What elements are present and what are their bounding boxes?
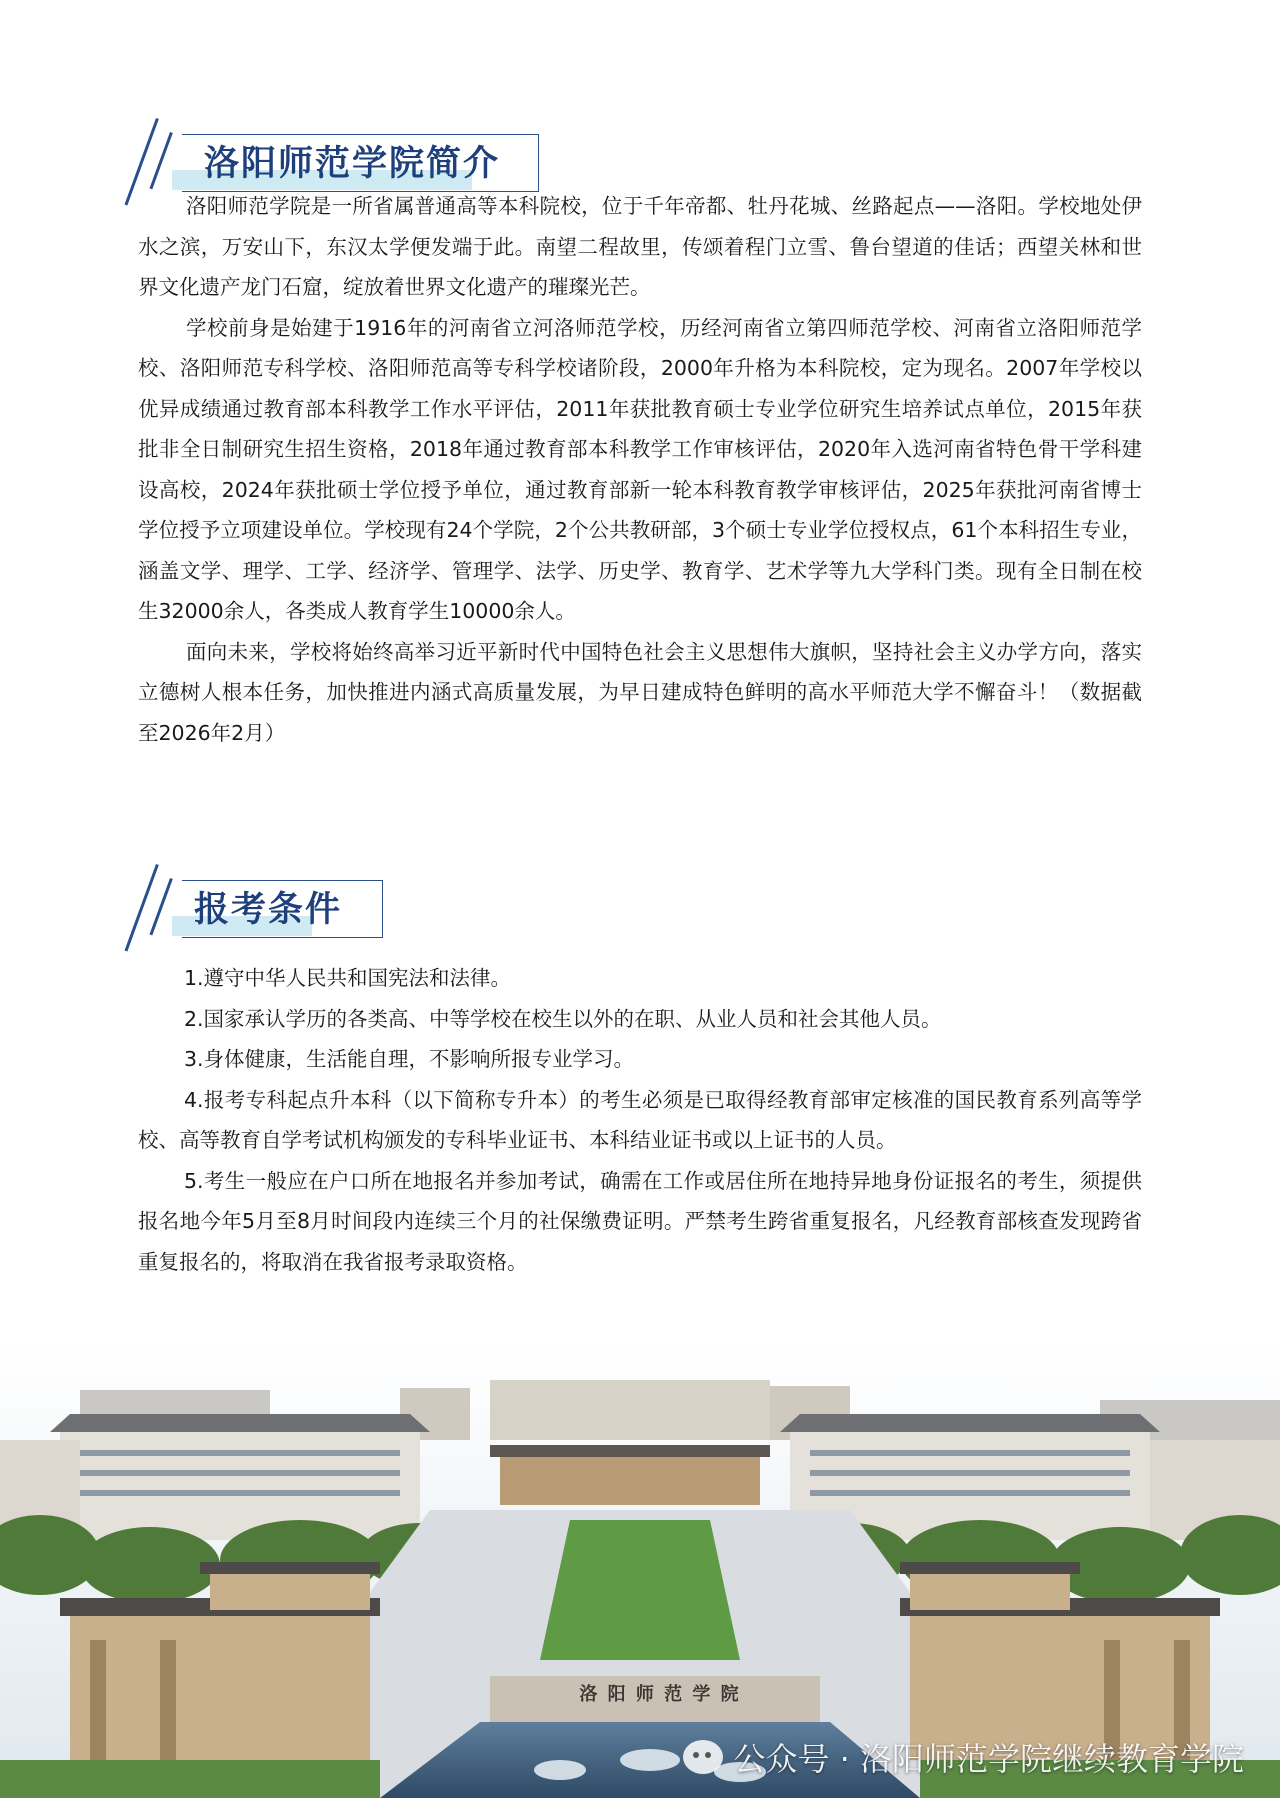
condition-item: 5.考生一般应在户口所在地报名并参加考试，确需在工作或居住所在地持异地身份证报名的考生，须提供报名地今年5月至8月时间段内连续三个月的社保缴费证明。严禁考生跨省重复报名，凡经教育部核查发现跨省重复报名的，将取消在我省报考录取资格。 [138, 1168, 1142, 1274]
section-title: 报考条件 [194, 890, 343, 930]
campus-render [0, 1340, 1280, 1798]
condition-item: 3.身体健康，生活能自理，不影响所报专业学习。 [184, 1047, 635, 1071]
intro-paragraph: 洛阳师范学院是一所省属普通高等本科院校，位于千年帝都、牡丹花城、丝路起点——洛阳。学校地处伊水之滨，万安山下，东汉太学便发端于此。南望二程故里，传颂着程门立雪、鲁台望道的佳话；西望关林和世界文化遗产龙门石窟，绽放着世界文化遗产的璀璨光芒。 [138, 194, 1142, 299]
condition-item: 4.报考专科起点升本科（以下简称专升本）的考生必须是已取得经教育部审定核准的国民教育系列高等学校、高等教育自学考试机构颁发的专科毕业证书、本科结业证书或以上证书的人员。 [138, 1087, 1142, 1152]
campus-illustration [0, 1340, 1280, 1798]
intro-text [138, 186, 1142, 753]
header-slash-decoration [149, 878, 172, 935]
watermark-text: 公众号 · 洛阳师范学院继续教育学院 [733, 1740, 1244, 1778]
section-header-conditions [132, 864, 392, 944]
section-title: 洛阳师范学院简介 [204, 144, 501, 184]
wechat-icon [683, 1740, 723, 1774]
header-slash-decoration [149, 132, 172, 189]
gate-sign-text: 洛 阳 师 范 学 院 [579, 1684, 741, 1705]
condition-item: 1.遵守中华人民共和国宪法和法律。 [184, 966, 512, 990]
conditions-list [138, 958, 1142, 1282]
intro-paragraph: 面向未来，学校将始终高举习近平新时代中国特色社会主义思想伟大旗帜，坚持社会主义办学方向，落实立德树人根本任务，加快推进内涵式高质量发展，为早日建成特色鲜明的高水平师范大学不懈奋斗！（数据截至2026年2月） [138, 639, 1142, 745]
header-slash-decoration [125, 864, 159, 951]
intro-paragraph: 学校前身是始建于1916年的河南省立河洛师范学校，历经河南省立第四师范学校、河南省立洛阳师范学校、洛阳师范专科学校、洛阳师范高等专科学校诸阶段，2000年升格为本科院校，定为现名。2007年学校以优异成绩通过教育部本科教学工作水平评估，2011年获批教育硕士专业学位研究生培养试点单位，2015年获批非全日制研究生招生资格，2018年通过教育部本科教学工作审核评估，2020年入选河南省特色骨干学科建设高校，2024年获批硕士学位授予单位，通过教育部新一轮本科教育教学审核评估，2025年获批河南省博士学位授予立项建设单位。学校现有24个学院，2个公共教研部，3个硕士专业学位授权点，61个本科招生专业，涵盖文学、理学、工学、经济学、管理学、法学、历史学、教育学、艺术学等九大学科门类。现有全日制在校生32000余人，各类成人教育学生10000余人。 [138, 315, 1142, 623]
condition-item: 2.国家承认学历的各类高、中等学校在校生以外的在职、从业人员和社会其他人员。 [184, 1006, 942, 1031]
watermark [683, 1734, 1244, 1780]
